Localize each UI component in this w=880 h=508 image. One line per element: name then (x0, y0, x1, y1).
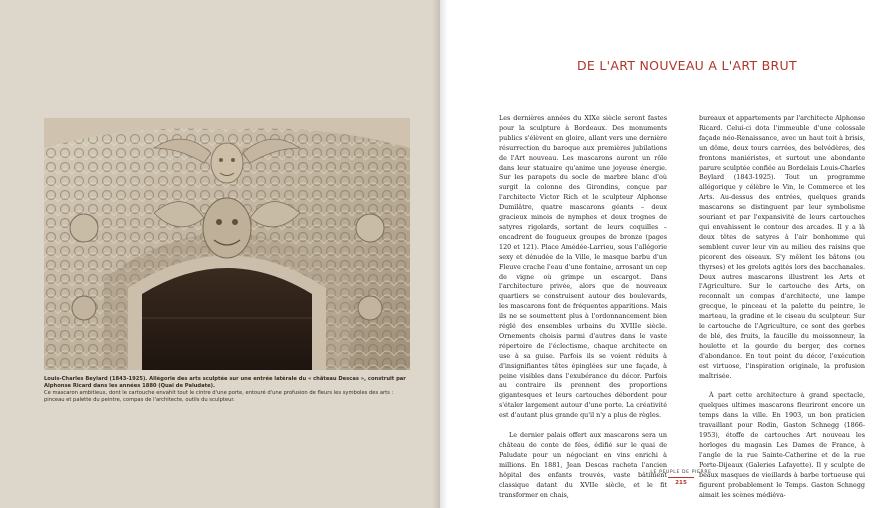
page-number: 215 (675, 480, 687, 486)
col2-paragraph-1: bureaux et appartements par l'architecte Alphonse Ricard. Celui-ci dota l'immeuble d'une colossale façade néo-Renaissance, avec un haut toit à brisis, un dôme, deux tours carrées, des belvédères, des frontons maniéristes, et surtout une abondante parure sculptée confiée au Bordelais Louis-Charles Beylard (1843-1925). Tout un programme allégorique y célèbre le Vin, le Commerce et les Arts. Au-dessus des entrées, quelques grands mascarons se distinguent par leur symbolisme souriant et par l'expansivité de leurs cartouches qui envahissent le contour des arcades. Il y a là deux têtes de satyres à l'air bonhomme qui semblent cuver leur vin au milieu des raisins que picorent des oiseaux. S'y mêlent les bâtons (ou thyrses) et les grelots agités lors des bacchanales. Deux autres mascarons illustrent les Arts et l'Agriculture. Sur le cartouche des Arts, on reconnaît un compas d'architecte, une lampe grecque, le pinceau et la palette du peintre, le marteau, la gradine et le ciseau du sculpteur. Sur le cartouche de l'Agriculture, ce sont des gerbes de blé, des fruits, la faucille du moissonneur, la houlette et la gourde du berger, des cornes d'abondance. En tout point du décor, l'exécution est virtuose, l'inspiration originale, la profusion maîtrisée. (699, 114, 865, 380)
sculpted-arch-photo (44, 118, 410, 370)
col1-paragraph-1: Les dernières années du XIXe siècle seront fastes pour la sculpture à Bordeaux. Des monuments publics s'élèvent en gloire, allant vers une dernière résurrection du baroque aux premières jubilations de l'Art nouveau. Les mascarons auront un rôle dans leur statuaire qu'anime une joyeuse énergie. Sur les parapets du socle de marbre blanc d'où surgit la colonne des Girondins, conçue par l'architecte Victor Rich et le sculpteur Alphonse Dumilâtre, quatre mascarons géants – deux gracieux minois de nymphes et deux trognes de satyres rigolards, sortant de leurs coquilles – encadrent de fougueux groupes de bronze (pages 120 et 121). Place Amédée-Larrieu, sous l'allégorie sexy et dénudée de la Ville, le masque barbu d'un Fleuve crache l'eau d'une fontaine, arrosant un cep de vigne où grimpe un escargot. Dans l'architecture privée, alors que de nouveaux quartiers se construisent autour des boulevards, les mascarons font de fréquentes apparitions. Mais ils ne se soumettent plus à l'ordonnancement bien réglé des ensembles urbains du XVIIIe siècle. Ornements choisis parmi d'autres dans le vaste répertoire de l'éclectisme, chaque architecte en use à sa guise. Parfois ils se voient réduits à d'insignifiantes têtes épinglées sur une façade, à peine visibles dans l'exubérance du décor. Parfois au contraire ils prennent des proportions gigantesques et leurs cartouches débordent pour s'étaler largement autour d'une porte. La créativité est d'autant plus grande qu'il n'y a plus de règles. (499, 114, 667, 420)
running-head: LE PEUPLE DE PIERRE (650, 470, 712, 475)
photo-caption (44, 376, 412, 404)
book-gutter (432, 0, 448, 508)
text-column-2 (699, 114, 865, 500)
caption-credit: Louis-Charles Beylard (1843-1925). Allégorie des arts sculptée sur une entrée latérale du « château Descas », construit par Alphonse Ricard dans les années 1880 (44, 376, 406, 389)
caption-description: Ce mascaron ambitieux, dont le cartouche envahit tout le cintre d'une porte, entouré d'une profusion de fleurs les symboles des arts : pinceau et palette du peintre, compas de l'architecte, outils du sculpteur. (44, 390, 394, 403)
arch-illustration (44, 118, 410, 370)
page-footer (640, 470, 722, 486)
chapter-title: DE L'ART NOUVEAU A L'ART BRUT (577, 58, 797, 73)
caption-location: (Quai de Paludate). (158, 383, 215, 389)
footer-rule (668, 477, 694, 478)
col2-paragraph-2: À part cette architecture à grand spectacle, quelques ultimes mascarons fleuriront encore un temps dans la ville. En 1903, un bon praticien travaillant pour Rodin, Gaston Schnegg (1866-1953), étoffe de cartouches Art nouveau les horloges du magasin Les Dames de France, à l'angle de la rue Sainte-Catherine et de la rue Porte-Dijeaux (Galeries Lafayette). Il y sculpte de beaux masques de vieillards à barbe tortueuse qui figurent probablement le Temps. Gaston Schnegg aimait les scènes médiéva- (699, 391, 865, 499)
text-column-1 (499, 114, 667, 500)
col1-paragraph-2: Le dernier palais offert aux mascarons sera un château de conte de fées, édifié sur le quai de Paludate pour un négociant en vins enrichi à millions. En 1881, Jean Descas racheta l'ancien hôpital des enfants trouvés, vaste bâtiment classique datant du XVIIe siècle, et le fit transformer en chais, (499, 431, 667, 499)
